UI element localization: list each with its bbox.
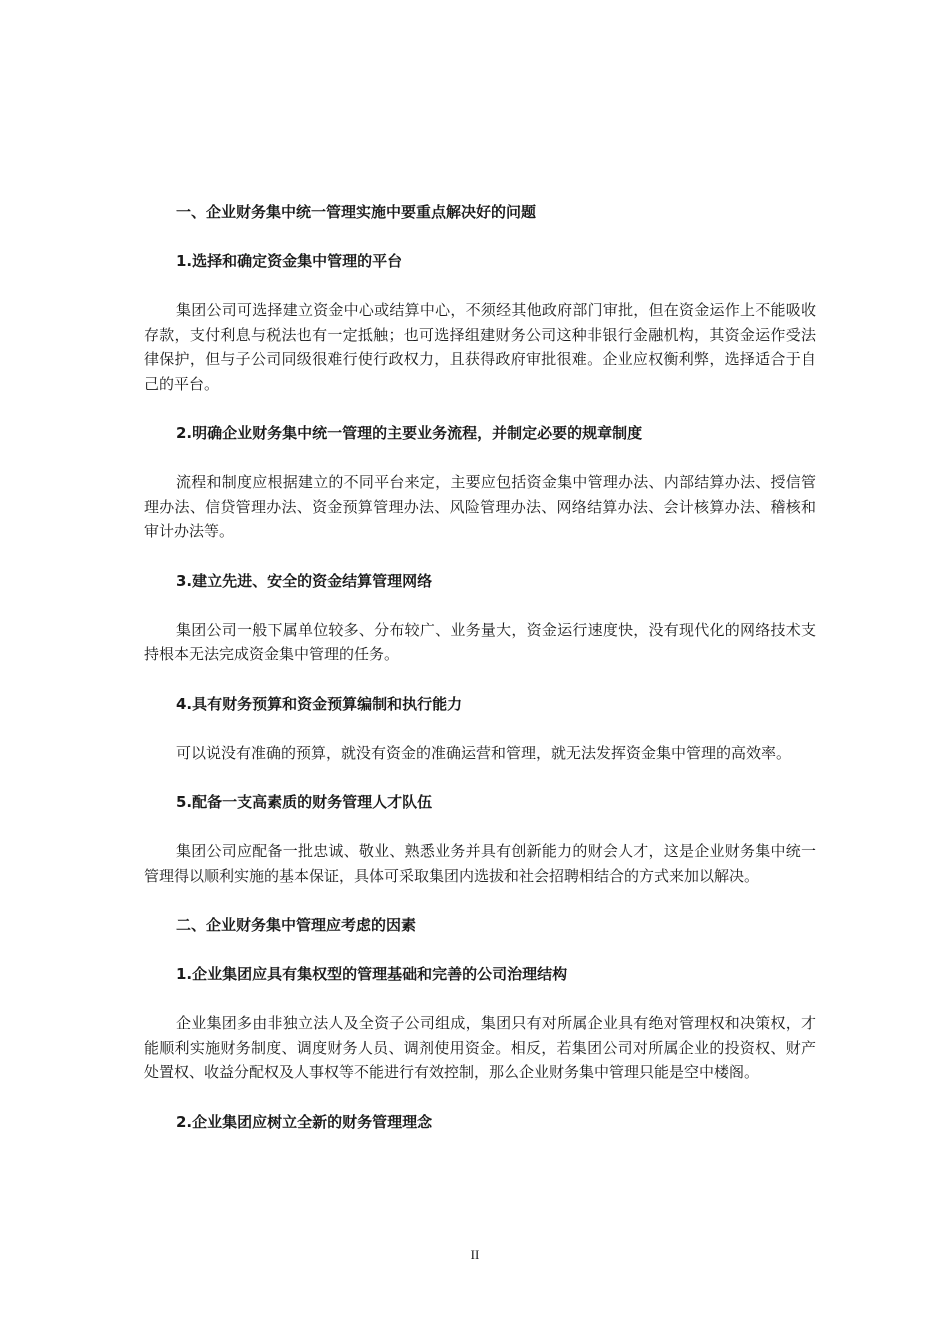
block-gap <box>144 445 816 470</box>
body-paragraph: 可以说没有准确的预算，就没有资金的准确运营和管理，就无法发挥资金集中管理的高效率。 <box>176 743 792 762</box>
section-heading: 一、企业财务集中统一管理实施中要重点解决好的问题 <box>176 203 537 221</box>
body-paragraph: 集团公司一般下属单位较多、分布较广、业务量大，资金运行速度快，没有现代化的网络技术支持根本无法完成资金集中管理的任务。 <box>144 620 816 663</box>
section-heading: 2.明确企业财务集中统一管理的主要业务流程，并制定必要的规章制度 <box>176 424 643 442</box>
block-gap <box>144 544 816 569</box>
page-number: II <box>470 1247 480 1262</box>
block-gap <box>144 224 816 249</box>
block-gap <box>144 1085 816 1110</box>
section-heading: 二、企业财务集中管理应考虑的因素 <box>176 916 417 934</box>
body-paragraph: 集团公司可选择建立资金中心或结算中心，不须经其他政府部门审批，但在资金运作上不能吸收存款，支付利息与税法也有一定抵触；也可选择组建财务公司这种非银行金融机构，其资金运作受法律保护，但与子公司同级很难行使行政权力，且获得政府审批很难。企业应权衡利弊，选择适合于自己的平台。 <box>144 301 816 393</box>
section-heading: 1.选择和确定资金集中管理的平台 <box>176 252 403 270</box>
block-gap <box>144 765 816 790</box>
block-gap <box>144 593 816 618</box>
section-heading: 2.企业集团应树立全新的财务管理理念 <box>176 1112 433 1131</box>
block-gap <box>144 814 816 839</box>
block-gap <box>144 888 816 913</box>
body-paragraph: 企业集团多由非独立法人及全资子公司组成，集团只有对所属企业具有绝对管理权和决策权，才能顺利实施财务制度、调度财务人员、调剂使用资金。相反，若集团公司对所属企业的投资权、财产处置权、收益分配权及人事权等不能进行有效控制，那么企业财务集中管理只能是空中楼阁。 <box>144 1014 816 1081</box>
section-heading: 3.建立先进、安全的资金结算管理网络 <box>176 571 433 590</box>
section-heading: 4.具有财务预算和资金预算编制和执行能力 <box>176 694 463 713</box>
block-gap <box>144 667 816 692</box>
body-paragraph: 集团公司应配备一批忠诚、敬业、熟悉业务并具有创新能力的财会人才，这是企业财务集中统一管理得以顺利实施的基本保证，具体可采取集团内选拔和社会招聘相结合的方式来加以解决。 <box>144 842 816 885</box>
block-gap <box>144 986 816 1011</box>
document-body <box>144 200 816 1134</box>
block-gap <box>144 396 816 421</box>
block-gap <box>144 716 816 741</box>
body-paragraph: 流程和制度应根据建立的不同平台来定，主要应包括资金集中管理办法、内部结算办法、授信管理办法、信贷管理办法、资金预算管理办法、风险管理办法、网络结算办法、会计核算办法、稽核和审计办法等。 <box>144 473 816 540</box>
section-heading: 1.企业集团应具有集权型的管理基础和完善的公司治理结构 <box>176 965 568 983</box>
section-heading: 5.配备一支高素质的财务管理人才队伍 <box>176 793 433 811</box>
block-gap <box>144 273 816 298</box>
block-gap <box>144 937 816 962</box>
